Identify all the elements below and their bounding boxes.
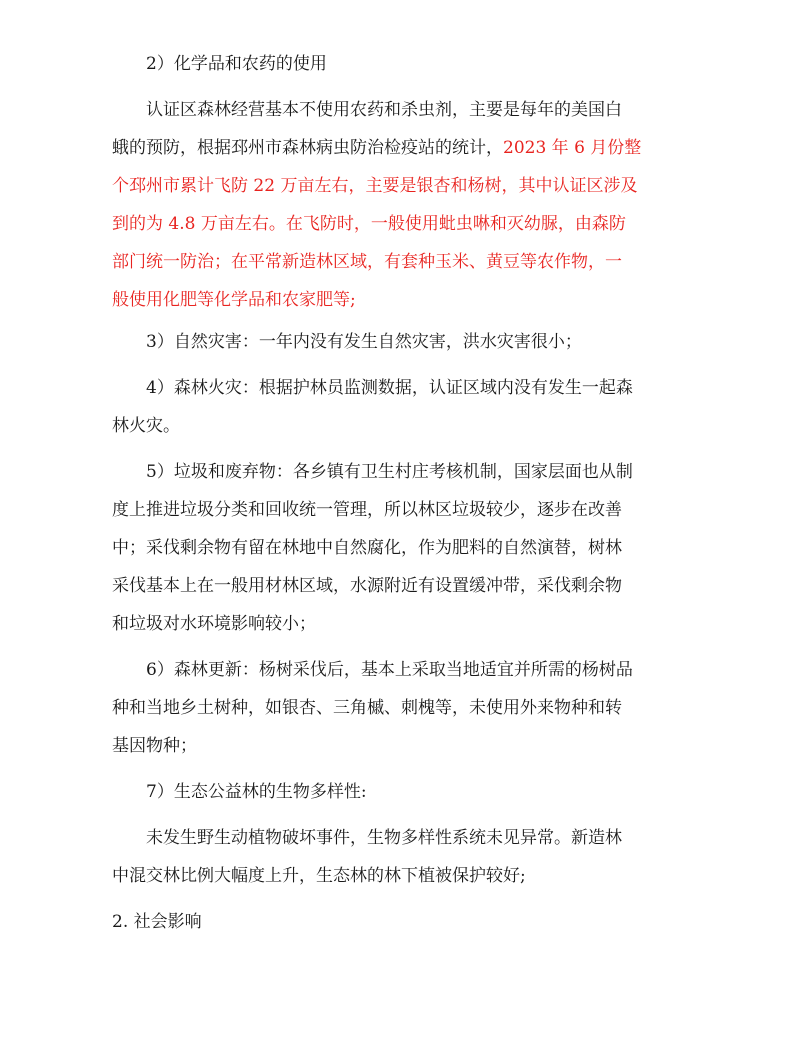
highlighted-text-segment: 般使用化肥等化学品和农家肥等; — [112, 290, 356, 310]
section-natural-disasters — [146, 330, 688, 354]
text-segment: 4）森林火灾：根据护林员监测数据，认证区域内没有发生一起森 — [146, 378, 633, 398]
text-segment: 种和当地乡土树种，如银杏、三角槭、刺槐等，未使用外来物种和转 — [112, 698, 622, 718]
paragraph-line — [146, 826, 688, 850]
text-segment: 7）生态公益林的生物多样性: — [146, 782, 367, 802]
text-segment: 度上推进垃圾分类和回收统一管理，所以林区垃圾较少，逐步在改善 — [112, 500, 622, 520]
text-segment: 3）自然灾害：一年内没有发生自然灾害，洪水灾害很小； — [146, 332, 582, 352]
text-segment: 林火灾。 — [112, 416, 180, 436]
paragraph-line-highlighted — [112, 250, 688, 274]
section-waste — [146, 460, 688, 484]
text-segment: 2. 社会影响 — [112, 912, 202, 932]
text-segment: 中；采伐剩余物有留在林地中自然腐化，作为肥料的自然演替，树林 — [112, 538, 622, 558]
paragraph-line — [112, 734, 688, 758]
text-segment: 蛾的预防，根据邳州市森林病虫防治检疫站的统计， — [112, 138, 503, 158]
paragraph-line — [112, 696, 688, 720]
highlighted-text-segment: 部门统一防治；在平常新造林区域，有套种玉米、黄豆等农作物，一 — [112, 252, 622, 272]
text-segment: 认证区森林经营基本不使用农药和杀虫剂，主要是每年的美国白 — [146, 100, 622, 120]
paragraph-line — [112, 136, 688, 160]
paragraph-line — [112, 414, 688, 438]
section-forest-renewal — [146, 658, 688, 682]
text-segment: 2）化学品和农药的使用 — [146, 54, 327, 74]
paragraph-line-highlighted — [112, 212, 688, 236]
paragraph-line — [146, 98, 688, 122]
text-segment: 和垃圾对水环境影响较小； — [112, 614, 316, 634]
paragraph-line — [112, 498, 688, 522]
section-heading-social-impact — [112, 910, 688, 934]
paragraph-line — [112, 612, 688, 636]
text-segment: 5）垃圾和废弃物：各乡镇有卫生村庄考核机制，国家层面也从制 — [146, 462, 633, 482]
text-segment: 中混交林比例大幅度上升，生态林的林下植被保护较好; — [112, 866, 526, 886]
highlighted-text-segment: 2023 年 6 月份整 — [503, 138, 642, 158]
section-forest-fire — [146, 376, 688, 400]
paragraph-line — [112, 864, 688, 888]
highlighted-text-segment: 到的为 4.8 万亩左右。在飞防时，一般使用蚍虫啉和灭幼脲，由森防 — [112, 214, 626, 234]
paragraph-line-highlighted — [112, 288, 688, 312]
paragraph-line — [112, 574, 688, 598]
paragraph-line-highlighted — [112, 174, 688, 198]
text-segment: 基因物种； — [112, 736, 197, 756]
paragraph-line — [112, 536, 688, 560]
text-segment: 6）森林更新：杨树采伐后，基本上采取当地适宜并所需的杨树品 — [146, 660, 633, 680]
highlighted-text-segment: 个邳州市累计飞防 22 万亩左右，主要是银杏和杨树，其中认证区涉及 — [112, 176, 638, 196]
text-segment: 未发生野生动植物破坏事件，生物多样性系统未见异常。新造林 — [146, 828, 622, 848]
section-biodiversity — [146, 780, 688, 804]
section-heading-chemicals — [146, 52, 688, 76]
text-segment: 采伐基本上在一般用材林区域，水源附近有设置缓冲带，采伐剩余物 — [112, 576, 622, 596]
